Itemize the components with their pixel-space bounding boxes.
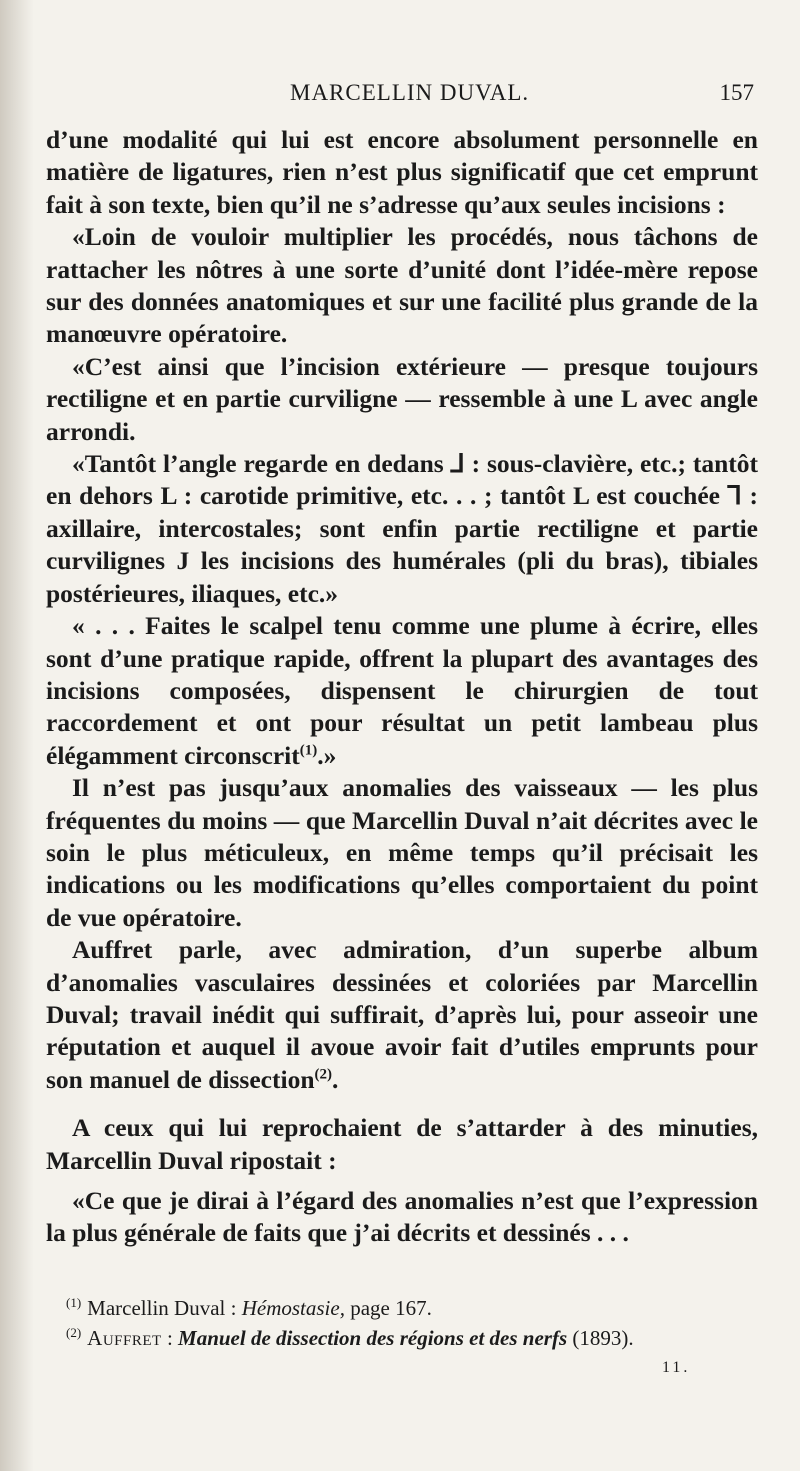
footnote	[66, 1323, 756, 1353]
paragraph-text: Auffret parle, avec admiration, d’un superbe album d’anomalies vasculaires dessinées et coloriées par Marcellin Duval; travail inédit qui suffirait, d’après lui, pour asseoir une réputation et auquel il avoue avoir fait d’utiles emprunts pour son manuel de dissection	[46, 935, 758, 1094]
running-head: MARCELLIN DUVAL.	[290, 80, 530, 105]
paragraph	[46, 1185, 758, 1250]
page-number: 157	[719, 80, 754, 105]
paragraph	[46, 772, 758, 934]
body-text	[46, 124, 758, 1250]
paragraph-tail: .»	[317, 740, 337, 770]
footnote-mark: (1)	[66, 1295, 82, 1310]
footnote-title: Hémostasie,	[241, 1296, 345, 1320]
footnote-reference[interactable]: (1)	[299, 742, 318, 759]
paragraph	[46, 934, 758, 1096]
paragraph-text: « . . . Faites le scalpel tenu comme une plume à écrire, elles sont d’une pratique rapide, offrent la plupart des avantages des incisions composées, dispensent le chirurgien de tout raccordement et ont pour résultat un petit lambeau plus élégamment circonscrit	[46, 611, 758, 770]
paragraph-text: «Loin de vouloir multiplier les procédés, nous tâchons de rattacher les nôtres à une sorte d’unité dont l’idée-mère repose sur des données anatomiques et sur une facilité plus grande de la manœuvre opératoire.	[46, 222, 758, 349]
paragraph-text: d’une modalité qui lui est encore absolument personnelle en matière de ligatures, rien n’est plus significatif que cet emprunt fait à son texte, bien qu’il ne s’adresse qu’aux seules incisions :	[46, 125, 758, 219]
footnote-title: Manuel de dissection des régions et des nerfs	[178, 1326, 568, 1350]
paragraph	[46, 610, 758, 772]
paragraph-text: Il n’est pas jusqu’aux anomalies des vaisseaux — les plus fréquentes du moins — que Marcellin Duval n’ait décrites avec le soin le plus méticuleux, en même temps qu’il précisait les indications ou les modifications qu’elles comportaient du point de vue opératoire.	[46, 773, 758, 932]
footnote-separator: :	[161, 1326, 179, 1350]
paragraph	[46, 448, 758, 610]
paragraph-text: «Ce que je dirai à l’égard des anomalies n’est que l’expression la plus générale de faits que j’ai décrits et dessinés . . .	[46, 1186, 758, 1248]
signature-mark: 11.	[662, 1359, 691, 1376]
paragraph	[46, 1112, 758, 1177]
paragraph-text: «C’est ainsi que l’incision extérieure — presque toujours rectiligne et en partie curviligne — ressemble à une L avec angle arrondi.	[46, 351, 758, 446]
footnote	[66, 1293, 756, 1323]
paragraph	[46, 221, 758, 351]
footnote-rest: (1893).	[567, 1326, 634, 1350]
footnote-rest: page 167.	[344, 1296, 432, 1320]
footnote-mark: (2)	[66, 1325, 82, 1340]
footnote-reference[interactable]: (2)	[314, 1066, 332, 1083]
footnote-separator: :	[225, 1296, 242, 1320]
footnotes	[66, 1293, 756, 1353]
page-header	[46, 80, 760, 120]
footnote-author: Auffret	[87, 1326, 162, 1350]
paragraph-tail: .	[332, 1064, 339, 1094]
paragraph	[46, 124, 758, 221]
footnote-author: Marcellin Duval	[87, 1296, 226, 1320]
paragraph-text: «Tantôt l’angle regarde en dedans ⅃ : sous-clavière, etc.; tantôt en dehors L : carotide primitive, etc. . . ; tantôt L est couchée ⅂ : axillaire, intercostales; sont enfin partie rectiligne et partie curvilignes J les incisions des humérales (pli du bras), tibiales postérieures, iliaques, etc.»	[46, 449, 758, 608]
binding-shadow	[0, 0, 34, 1471]
paragraph-text: A ceux qui lui reprochaient de s’attarder à des minuties, Marcellin Duval ripostait :	[46, 1113, 758, 1175]
paragraph	[46, 351, 758, 448]
